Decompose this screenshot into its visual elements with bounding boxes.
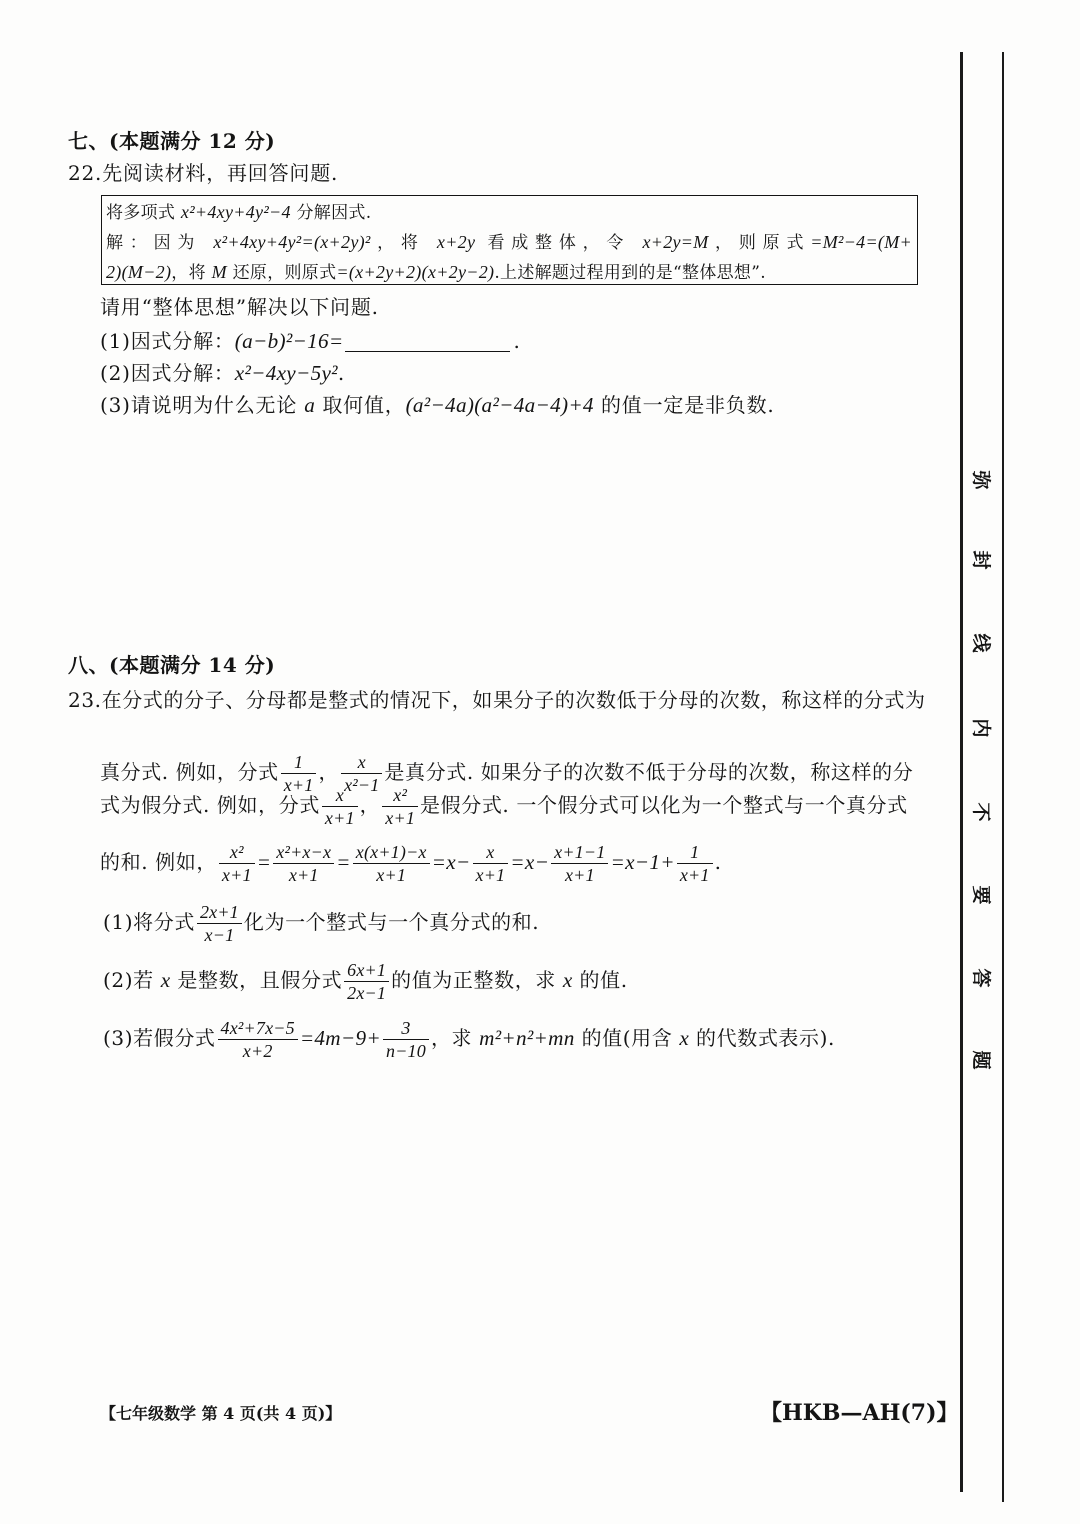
fraction-denominator: x+1 (283, 775, 314, 795)
section-8-heading: 八、(本题满分 14 分) (68, 653, 276, 677)
math-expression: m²+n²+mn (479, 1026, 575, 1050)
fraction (197, 902, 242, 945)
fraction-numerator: 1 (281, 752, 317, 774)
margin-notice-char: 题 (970, 1050, 992, 1070)
margin-notice-char: 内 (970, 718, 992, 738)
question-text: ， (359, 793, 381, 817)
fraction-numerator: 2x+1 (197, 902, 242, 924)
margin-notice-char: 线 (970, 633, 992, 653)
question-22-intro: 22.先阅读材料，再回答问题. (68, 161, 339, 185)
math-expression: x+2y (436, 232, 476, 252)
fraction-denominator: x+1 (324, 808, 355, 828)
fraction-denominator: 2x−1 (347, 983, 387, 1003)
part-text: 的值为正整数，求 (391, 968, 563, 992)
fraction-numerator: x(x+1)−x (353, 842, 430, 864)
math-expression: x²+4xy+4y²−4 (180, 202, 291, 222)
question-23-part-2 (103, 955, 628, 1005)
fraction-numerator: 3 (383, 1018, 429, 1040)
question-text: 的和. 例如， (100, 850, 217, 874)
fraction-denominator: x+1 (564, 865, 595, 885)
question-22-part-2 (100, 361, 345, 385)
fraction-numerator: x (322, 785, 358, 807)
part-label: (1)因式分解： (100, 329, 235, 353)
part-label: (2)因式分解： (100, 361, 235, 385)
fraction-numerator: 6x+1 (344, 960, 389, 982)
fraction (382, 785, 418, 828)
material-text: 看成整体，令 (475, 233, 643, 253)
answer-blank (345, 335, 510, 352)
question-23-part-1 (103, 897, 539, 947)
fraction (383, 1018, 429, 1061)
fraction-denominator: x+1 (376, 865, 407, 885)
part-text: 的值一定是非负数. (593, 393, 775, 417)
math-expression: =4m−9+ (299, 1026, 381, 1050)
margin-notice-char: 封 (970, 550, 992, 570)
footer-paper-code: 【HKB—AH(7)】 (760, 1400, 959, 1426)
math-expression: = (256, 850, 272, 874)
question-text: ， (318, 760, 340, 784)
fraction-numerator: 4x²+7x−5 (218, 1018, 298, 1040)
material-line-1 (106, 197, 912, 227)
margin-notice-char: 不 (970, 802, 992, 822)
part-text: 化为一个整式与一个真分式的和. (243, 910, 540, 934)
math-expression: (a−b)²−16= (234, 329, 344, 353)
question-23-line-4 (100, 837, 722, 887)
variable-x: x (562, 968, 573, 992)
fraction (353, 842, 430, 885)
fraction-denominator: x+1 (221, 865, 252, 885)
fraction-numerator: x²+x−x (273, 842, 334, 864)
fraction-numerator: x² (219, 842, 255, 864)
material-line-3 (106, 257, 912, 287)
question-text: 是假分式. 一个假分式可以化为一个整式与一个真分式 (420, 793, 908, 817)
part-text: 是整数，且假分式 (170, 968, 343, 992)
fraction (677, 842, 713, 885)
binding-line-outer (1002, 52, 1004, 1502)
part-text: (3)若假分式 (103, 1026, 216, 1050)
fraction (344, 960, 389, 1003)
part-text: 的值(用含 (574, 1026, 680, 1050)
material-text: ，则原式 (708, 233, 811, 253)
margin-notice-char: 弥 (970, 470, 992, 490)
fraction (219, 842, 255, 885)
material-text: ，将 (171, 263, 212, 283)
section-7-heading: 七、(本题满分 12 分) (68, 129, 276, 153)
question-23-line-3 (100, 780, 908, 830)
math-expression: M (211, 262, 227, 282)
part-end: . (513, 329, 521, 353)
question-text: 式为假分式. 例如，分式 (100, 793, 320, 817)
question-text: 是真分式. 如果分子的次数不低于分母的次数，称这样的分 (384, 760, 914, 784)
math-expression: 2)(M−2) (106, 262, 172, 282)
fraction-denominator: x+1 (475, 865, 506, 885)
fraction-denominator: x+2 (242, 1041, 273, 1061)
fraction-denominator: x+1 (679, 865, 710, 885)
material-text: 将多项式 (106, 203, 181, 223)
fraction (473, 842, 509, 885)
part-text: ，求 (430, 1026, 480, 1050)
variable-x: x (679, 1026, 690, 1050)
fraction-denominator: x−1 (204, 925, 235, 945)
material-text: ，将 (370, 233, 437, 253)
footer-page-info: 【七年级数学 第 4 页(共 4 页)】 (100, 1404, 342, 1423)
material-text: 分解因式. (290, 203, 372, 223)
math-expression: x²−4xy−5y² (234, 361, 338, 385)
question-text: . (714, 850, 722, 874)
fraction-denominator: x²−1 (344, 775, 380, 795)
fraction-numerator: x² (382, 785, 418, 807)
fraction-numerator: x (473, 842, 509, 864)
fraction-denominator: x+1 (385, 808, 416, 828)
binding-line-inner (960, 52, 963, 1492)
question-23-line-1: 23.在分式的分子、分母都是整式的情况下，如果分子的次数低于分母的次数，称这样的分式为 (68, 688, 926, 712)
math-expression: =(x+2y+2)(x+2y−2) (336, 262, 495, 282)
fraction (551, 842, 608, 885)
question-22-part-1 (100, 329, 521, 353)
fraction (322, 785, 358, 828)
fraction (218, 1018, 298, 1061)
question-22-part-3 (100, 393, 775, 417)
fraction (273, 842, 334, 885)
part-text: 取何值， (315, 393, 406, 417)
math-expression: x²+4xy+4y²=(x+2y)² (213, 232, 371, 252)
margin-notice-char: 答 (970, 968, 992, 988)
variable-a: a (304, 393, 316, 417)
math-expression: =x−1+ (610, 850, 675, 874)
question-23-part-3 (103, 1013, 835, 1063)
math-expression: x+2y=M (642, 232, 709, 252)
fraction-numerator: x (341, 752, 382, 774)
part-text: 的值. (572, 968, 628, 992)
math-expression: =M²−4=(M+ (810, 232, 912, 252)
math-expression: =x− (510, 850, 550, 874)
fraction-denominator: n−10 (386, 1041, 426, 1061)
material-text: 解：因为 (106, 233, 214, 253)
variable-x: x (160, 968, 171, 992)
part-text: (3)请说明为什么无论 (100, 393, 305, 417)
math-expression: = (336, 850, 351, 874)
part-end: . (337, 361, 346, 385)
reading-material-box (101, 195, 918, 285)
question-text: 真分式. 例如，分式 (100, 760, 279, 784)
material-text: .上述解题过程用到的是“整体思想”. (494, 263, 766, 283)
fraction-numerator: 1 (677, 842, 713, 864)
math-expression: (a²−4a)(a²−4a−4)+4 (405, 393, 594, 417)
material-text: 还原，则原式 (226, 263, 337, 283)
fraction-numerator: x+1−1 (551, 842, 608, 864)
margin-notice-char: 要 (970, 885, 992, 905)
part-text: (2)若 (103, 968, 161, 992)
material-line-2 (106, 227, 912, 257)
question-22-instruction: 请用“整体思想”解决以下问题. (100, 295, 379, 319)
math-expression: =x− (431, 850, 471, 874)
fraction-denominator: x+1 (288, 865, 319, 885)
part-text: (1)将分式 (103, 910, 195, 934)
part-text: 的代数式表示). (689, 1026, 835, 1050)
